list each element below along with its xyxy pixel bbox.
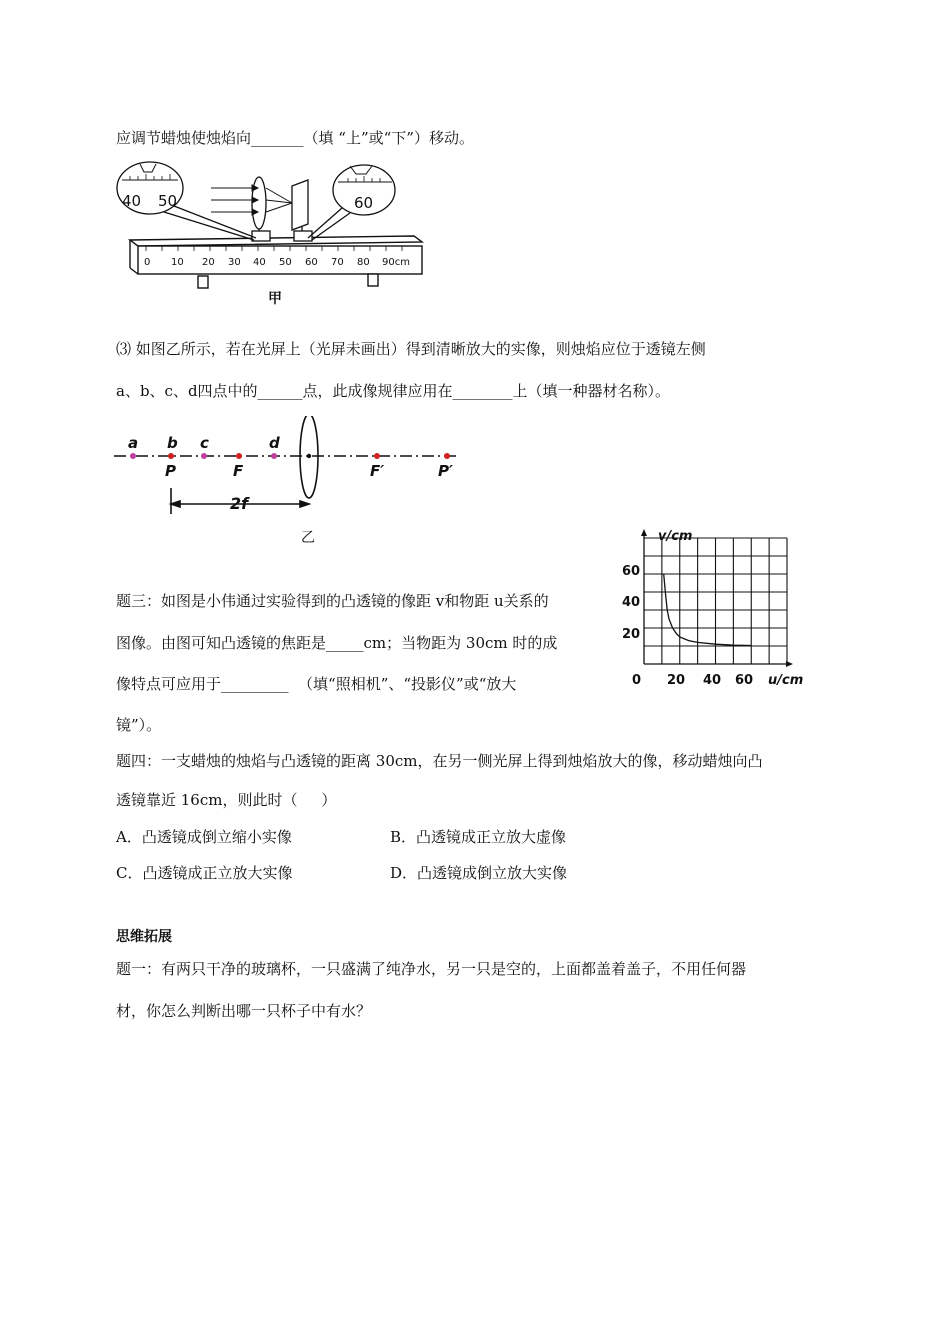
q4-line1: 题四：一支蜡烛的烛焰与凸透镜的距离 30cm，在另一侧光屏上得到烛焰放大的像，移动蜡烛向凸 — [116, 752, 763, 770]
extension-line1: 题一：有两只干净的玻璃杯，一只盛满了纯净水，另一只是空的，上面都盖着盖子，不用任何器 — [116, 960, 747, 978]
x-tick-60: 60 — [735, 673, 754, 688]
bench-tick-0: 0 — [144, 257, 151, 268]
label-a: a — [128, 434, 139, 452]
label-c: c — [200, 434, 209, 452]
q3-line1: 题三：如图是小伟通过实验得到的凸透镜的像距 v和物距 u关系的 — [116, 592, 549, 610]
q4-line2: 透镜靠近 16cm，则此时（ ） — [116, 791, 337, 809]
light-rays — [211, 185, 292, 215]
bench-tick-60: 60 — [305, 257, 318, 268]
point-p-prime — [444, 453, 450, 459]
point-f — [236, 453, 242, 459]
y-tick-20: 20 — [622, 627, 641, 642]
label-f-prime: F′ — [370, 462, 385, 480]
bench-tick-90: 90cm — [382, 257, 410, 268]
chart-grid — [644, 538, 787, 664]
label-d: d — [269, 434, 280, 452]
bench-tick-80: 80 — [357, 257, 370, 268]
point-f-prime — [374, 453, 380, 459]
label-b: b — [167, 434, 178, 452]
figure-yi-caption: 乙 — [301, 530, 315, 546]
extension-line2: 材，你怎么判断出哪一只杯子中有水？ — [116, 1002, 372, 1020]
q3-line3: 像特点可应用于_________ （填“照相机”、“投影仪”或“放大 — [116, 675, 517, 693]
label-f: F — [233, 462, 244, 480]
q2-line: 应调节蜡烛使烛焰向_______（填 “上”或“下”）移动。 — [116, 129, 474, 147]
bench-tick-20: 20 — [202, 257, 215, 268]
figure-jia — [116, 158, 436, 308]
bench-tick-30: 30 — [228, 257, 241, 268]
figure-jia-caption: 甲 — [268, 291, 282, 307]
q3-line2: 图像。由图可知凸透镜的焦距是_____cm；当物距为 30cm 时的成 — [116, 634, 558, 652]
light-screen — [292, 180, 312, 241]
bench-tick-70: 70 — [331, 257, 344, 268]
extension-heading: 思维拓展 — [116, 929, 172, 945]
point-b — [168, 453, 174, 459]
q2-part3-line1: ⑶ 如图乙所示，若在光屏上（光屏未画出）得到清晰放大的实像，则烛焰应位于透镜左侧 — [116, 340, 706, 358]
right-inset-tick-60: 60 — [354, 194, 374, 212]
label-p-prime: P′ — [438, 462, 453, 480]
image-distance-chart — [616, 524, 812, 692]
y-axis-label: v/cm — [658, 529, 693, 544]
bench-tick-50: 50 — [279, 257, 292, 268]
distance-label-2f: 2f — [230, 494, 249, 513]
bench-tick-10: 10 — [171, 257, 184, 268]
figure-yi — [110, 416, 470, 546]
option-c: C．凸透镜成正立放大实像 — [116, 864, 293, 882]
x-tick-40: 40 — [703, 673, 722, 688]
label-p: P — [165, 462, 176, 480]
right-inset — [308, 165, 395, 240]
left-inset-tick-40: 40 — [122, 192, 142, 210]
point-a — [130, 453, 136, 459]
bench-tick-40: 40 — [253, 257, 266, 268]
x-tick-0: 0 — [632, 673, 642, 688]
q3-line4: 镜”）。 — [116, 716, 162, 734]
x-tick-20: 20 — [667, 673, 686, 688]
point-c — [201, 453, 207, 459]
option-b: B．凸透镜成正立放大虚像 — [390, 828, 567, 846]
x-axis-label: u/cm — [768, 673, 804, 688]
point-d — [271, 453, 277, 459]
q2-part3-line2: a、b、c、d四点中的______点，此成像规律应用在________上（填一种器材名称）。 — [116, 382, 671, 400]
y-tick-40: 40 — [622, 595, 641, 610]
option-a: A．凸透镜成倒立缩小实像 — [116, 828, 292, 846]
option-d: D．凸透镜成倒立放大实像 — [390, 864, 568, 882]
y-tick-60: 60 — [622, 564, 641, 579]
left-inset-tick-50: 50 — [158, 192, 178, 210]
